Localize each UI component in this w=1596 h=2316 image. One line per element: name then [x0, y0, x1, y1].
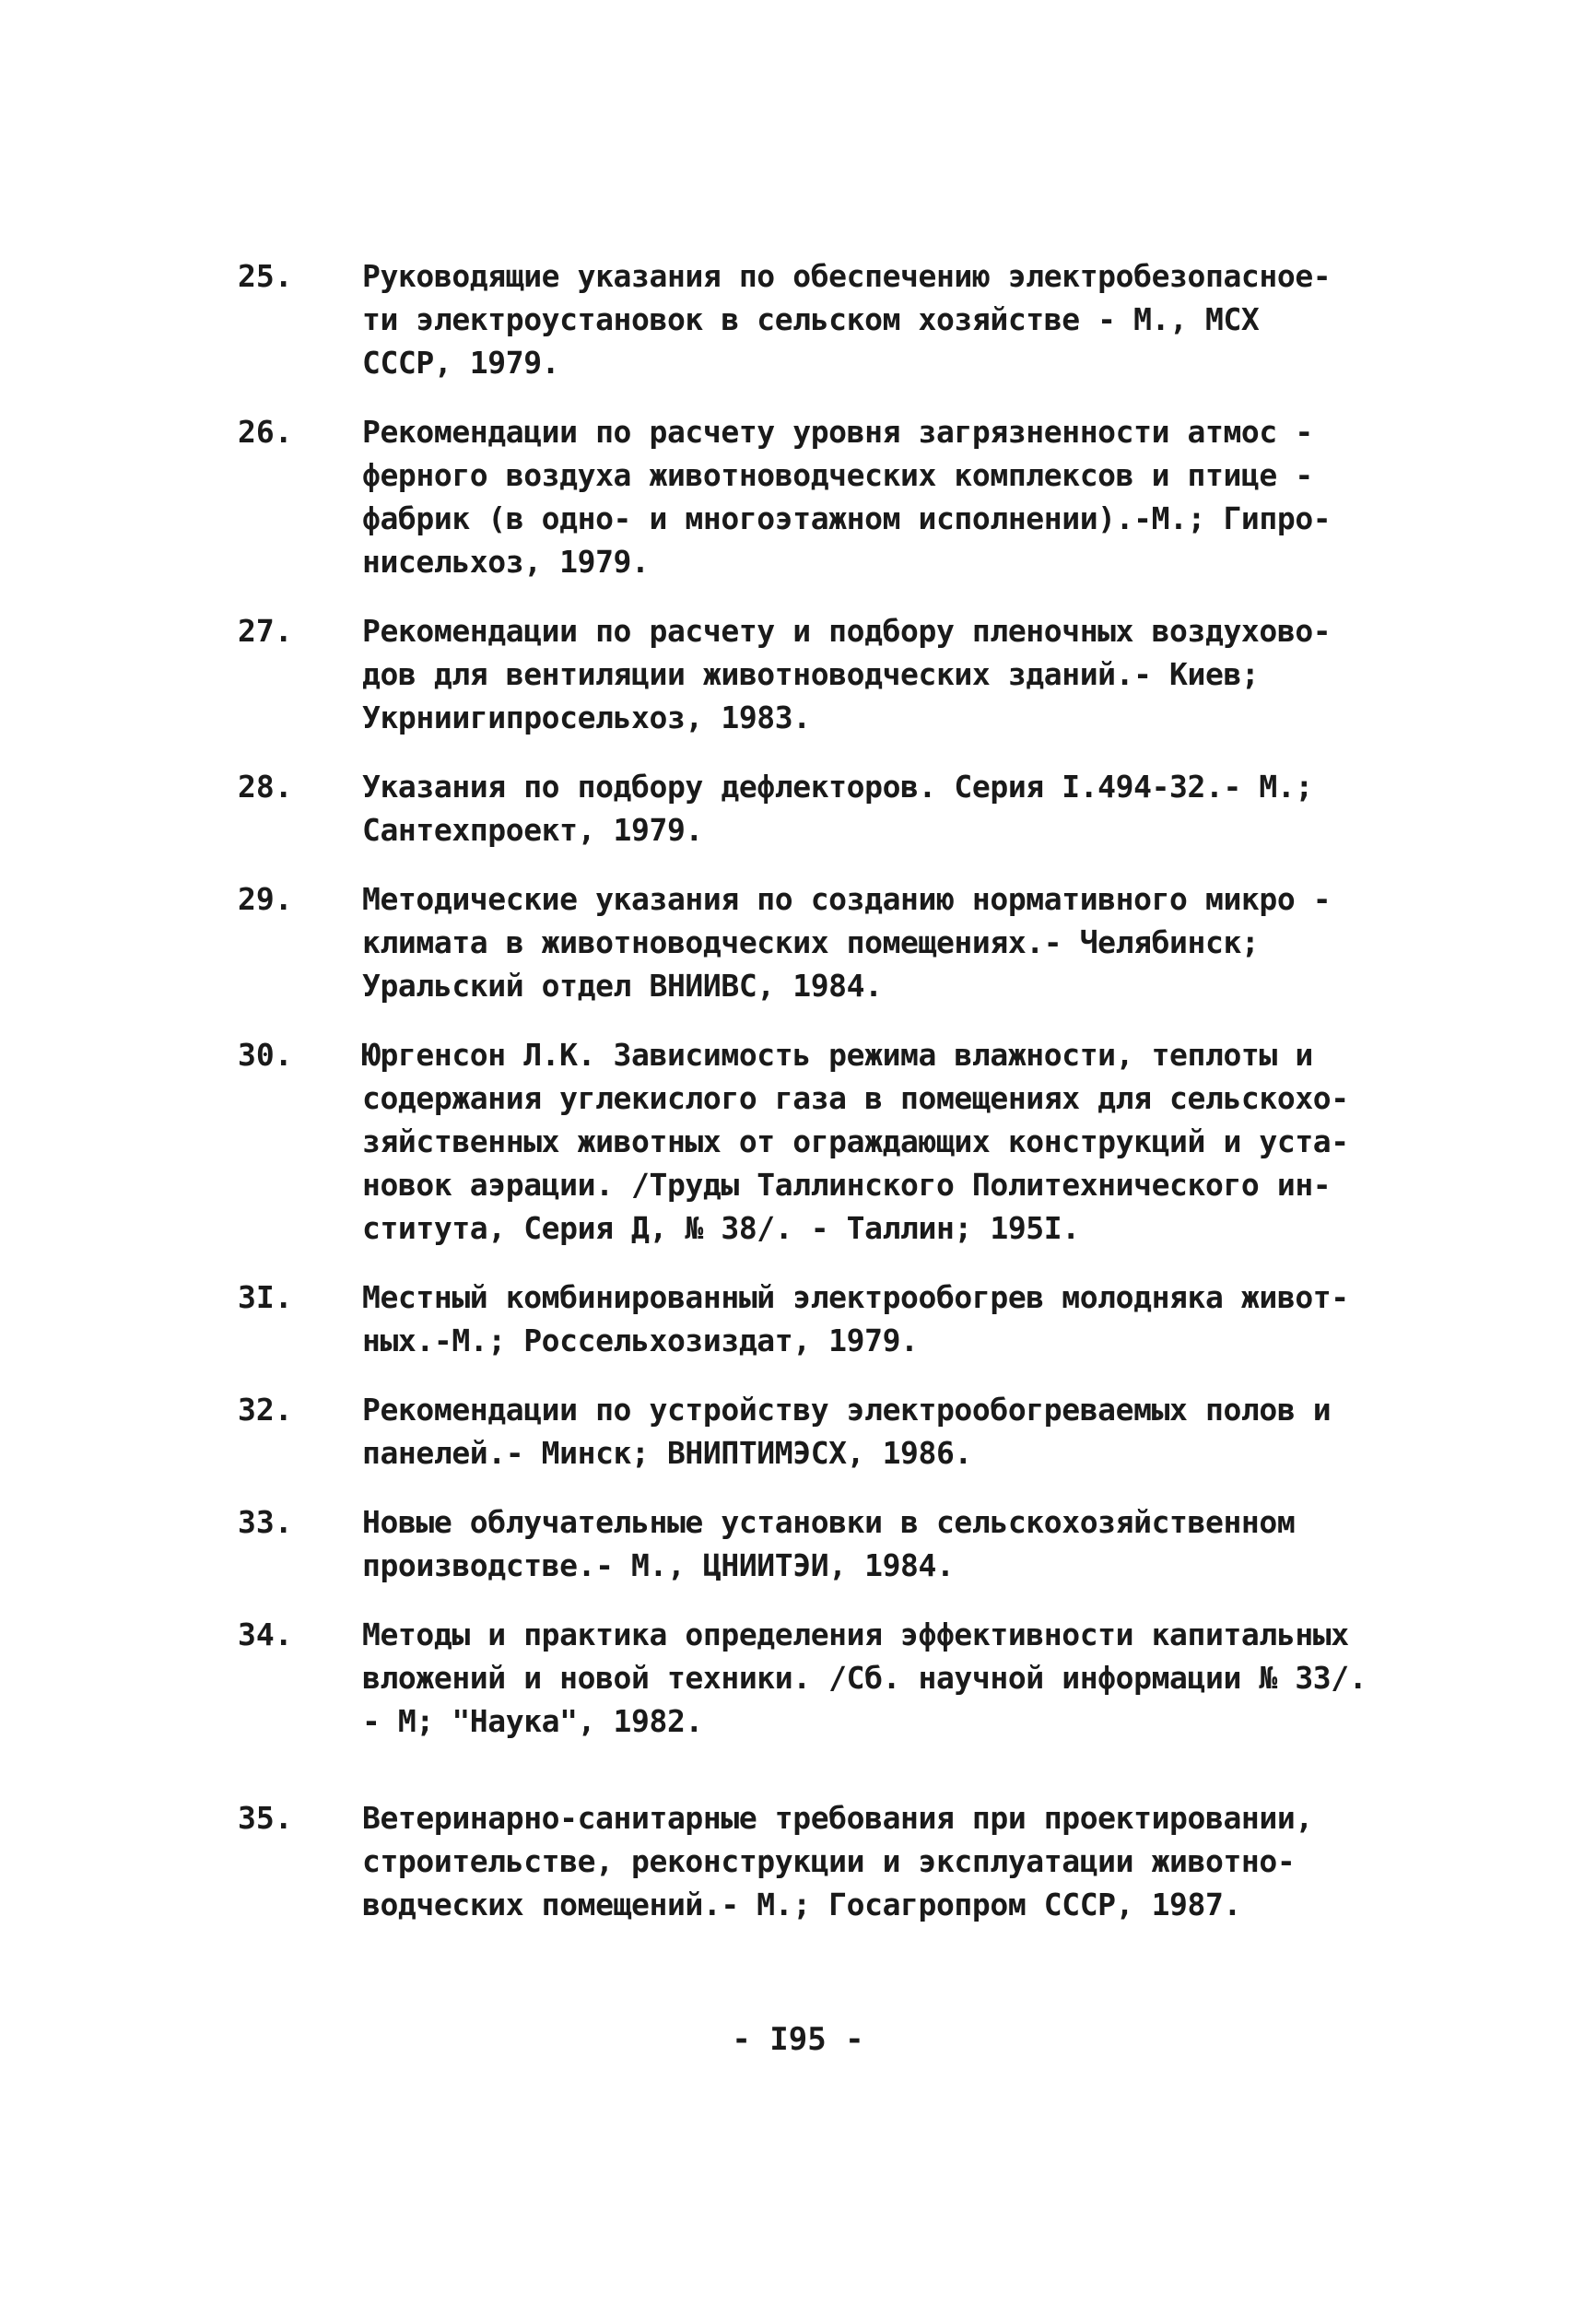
reference-text-line: Указания по подбору дефлекторов. Серия I.494-32.- М.; [362, 769, 1313, 805]
reference-text-line: панелей.- Минск; ВНИПТИМЭСХ, 1986. [362, 1435, 972, 1471]
reference-text-line: строительстве, реконструкции и эксплуатации животно- [362, 1843, 1296, 1879]
reference-text-line: климата в животноводческих помещениях.- Челябинск; [362, 924, 1260, 960]
reference-number: 33. [238, 1504, 293, 1540]
reference-text-line: ститута, Серия Д, № 38/. - Таллин; 195I. [362, 1210, 1080, 1246]
reference-text-line: фабрик (в одно- и многоэтажном исполнении).-М.; Гипро- [362, 500, 1332, 536]
reference-text-line: Рекомендации по расчету уровня загрязненности атмос - [362, 414, 1313, 450]
reference-number: 32. [238, 1392, 293, 1428]
reference-entry [238, 1613, 1371, 1743]
reference-text-line: ти электроустановок в сельском хозяйстве - М., МСХ [362, 301, 1260, 337]
reference-list [238, 254, 1371, 1952]
reference-entry [238, 765, 1371, 852]
reference-text-line: Рекомендации по устройству электрообогреваемых полов и [362, 1392, 1332, 1428]
reference-number: 35. [238, 1800, 293, 1836]
reference-number: 26. [238, 414, 293, 450]
reference-text-line: Рекомендации по расчету и подбору пленочных воздухово- [362, 613, 1332, 649]
reference-number: 27. [238, 613, 293, 649]
reference-text-line: производстве.- М., ЦНИИТЭИ, 1984. [362, 1547, 955, 1583]
reference-text-line: водческих помещений.- М.; Госагропром СССР, 1987. [362, 1887, 1241, 1922]
reference-text-line: зяйственных животных от ограждающих конструкций и уста- [362, 1123, 1349, 1159]
reference-text-line: Методические указания по созданию нормативного микро - [362, 881, 1332, 917]
reference-text-line: содержания углекислого газа в помещениях для сельскохо- [362, 1080, 1349, 1116]
reference-text-line: новок аэрации. /Труды Таллинского Политехнического ин- [362, 1167, 1332, 1203]
reference-text-line: Новые облучательные установки в сельскохозяйственном [362, 1504, 1296, 1540]
page-number: - I95 - [732, 2021, 864, 2058]
reference-entry [238, 254, 1371, 384]
reference-entry [238, 1388, 1371, 1475]
reference-text-line: Укрниигипросельхоз, 1983. [362, 700, 811, 735]
reference-number: 29. [238, 881, 293, 917]
reference-text-line: Методы и практика определения эффективности капитальных [362, 1616, 1349, 1652]
reference-number: 25. [238, 258, 293, 294]
reference-text-line: вложений и новой техники. /Сб. научной информации № 33/. [362, 1660, 1367, 1696]
reference-entry [238, 410, 1371, 583]
reference-text-line: дов для вентиляции животноводческих зданий.- Киев; [362, 656, 1260, 692]
reference-text-line: ферного воздуха животноводческих комплексов и птице - [362, 457, 1313, 493]
reference-text-line: Юргенсон Л.К. Зависимость режима влажности, теплоты и [362, 1037, 1313, 1073]
reference-text-line: Руководящие указания по обеспечению электробезопасное- [362, 258, 1332, 294]
reference-entry [238, 1033, 1371, 1250]
reference-entry [238, 1500, 1371, 1587]
reference-number: 34. [238, 1616, 293, 1652]
reference-number: 30. [238, 1037, 293, 1073]
reference-text-line: ных.-М.; Россельхозиздат, 1979. [362, 1323, 919, 1358]
reference-text-line: Уральский отдел ВНИИВС, 1984. [362, 968, 883, 1004]
reference-text-line: Сантехпроект, 1979. [362, 812, 703, 848]
reference-entry [238, 609, 1371, 739]
reference-entry [238, 877, 1371, 1007]
reference-text-line: - М; "Наука", 1982. [362, 1703, 703, 1739]
reference-text-line: Ветеринарно-санитарные требования при проектировании, [362, 1800, 1313, 1836]
reference-entry [238, 1796, 1371, 1926]
reference-entry [238, 1276, 1371, 1362]
reference-number: 28. [238, 769, 293, 805]
reference-number: 3I. [238, 1279, 293, 1315]
reference-text-line: нисельхоз, 1979. [362, 544, 650, 580]
reference-text-line: Местный комбинированный электрообогрев молодняка живот- [362, 1279, 1349, 1315]
reference-text-line: СССР, 1979. [362, 345, 560, 381]
